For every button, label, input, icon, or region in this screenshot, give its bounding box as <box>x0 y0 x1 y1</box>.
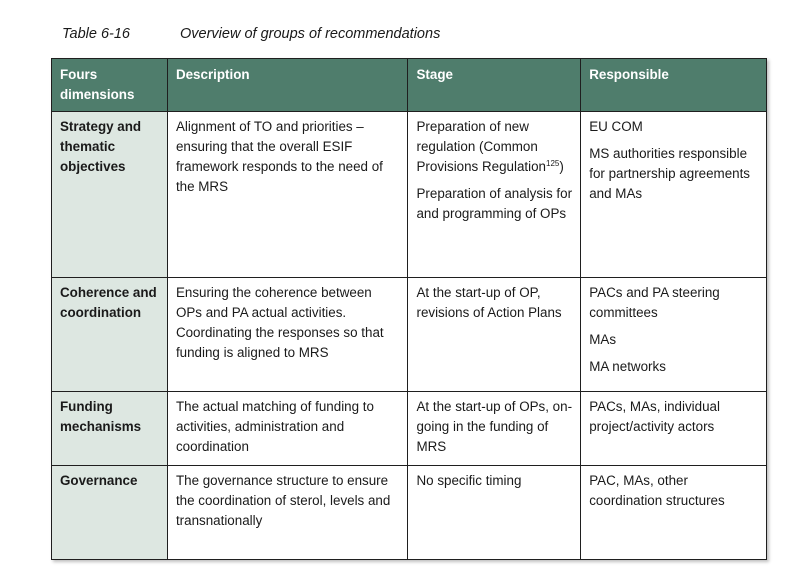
table-row <box>52 112 767 278</box>
header-stage: Stage <box>408 59 581 112</box>
row-dimension: Funding mechanisms <box>52 392 168 466</box>
header-responsible: Responsible <box>581 59 767 112</box>
row-dimension: Coherence and coordination <box>52 278 168 392</box>
row-responsible <box>581 278 767 392</box>
row-description: The governance structure to ensure the coordination of sterol, levels and transnationally <box>167 466 408 560</box>
row-stage <box>408 278 581 392</box>
header-dimensions: Fours dimensions <box>52 59 168 112</box>
responsible-paragraph: PACs and PA steering committees <box>589 285 720 320</box>
responsible-paragraph: PAC, MAs, other coordination structures <box>589 473 725 508</box>
table-row <box>52 392 767 466</box>
row-dimension: Governance <box>52 466 168 560</box>
stage-paragraph: No specific timing <box>416 473 522 488</box>
row-stage <box>408 466 581 560</box>
row-dimension: Strategy and thematic objectives <box>52 112 168 278</box>
row-responsible <box>581 112 767 278</box>
header-description: Description <box>167 59 408 112</box>
stage-paragraph: Preparation of analysis for and programming of OPs <box>416 186 573 221</box>
responsible-paragraph: MA networks <box>589 359 666 374</box>
row-description: Alignment of TO and priorities – ensuring that the overall ESIF framework responds to the need of the MRS <box>167 112 408 278</box>
stage-paragraph: Preparation of new regulation (Common Provisions Regulation$^{125}$) <box>416 119 564 174</box>
row-responsible <box>581 466 767 560</box>
recommendations-table <box>51 58 767 560</box>
responsible-paragraph: MS authorities responsible for partnership agreements and MAs <box>589 146 751 201</box>
table-title: Overview of groups of recommendations <box>180 26 441 42</box>
responsible-paragraph: PACs, MAs, individual project/activity actors <box>589 399 720 434</box>
table-caption <box>62 26 440 42</box>
row-description: The actual matching of funding to activities, administration and coordination <box>167 392 408 466</box>
row-stage <box>408 392 581 466</box>
row-stage <box>408 112 581 278</box>
table-number: Table 6-16 <box>62 26 130 42</box>
table-row <box>52 278 767 392</box>
stage-paragraph: At the start-up of OPs, on-going in the funding of MRS <box>416 399 573 454</box>
row-responsible <box>581 392 767 466</box>
row-description: Ensuring the coherence between OPs and PA actual activities. Coordinating the responses so that funding is aligned to MRS <box>167 278 408 392</box>
responsible-paragraph: EU COM <box>589 119 643 134</box>
table-header-row <box>52 59 767 112</box>
table-row <box>52 466 767 560</box>
stage-paragraph: At the start-up of OP, revisions of Action Plans <box>416 285 562 320</box>
responsible-paragraph: MAs <box>589 332 617 347</box>
footnote-ref: 125 <box>546 159 560 168</box>
